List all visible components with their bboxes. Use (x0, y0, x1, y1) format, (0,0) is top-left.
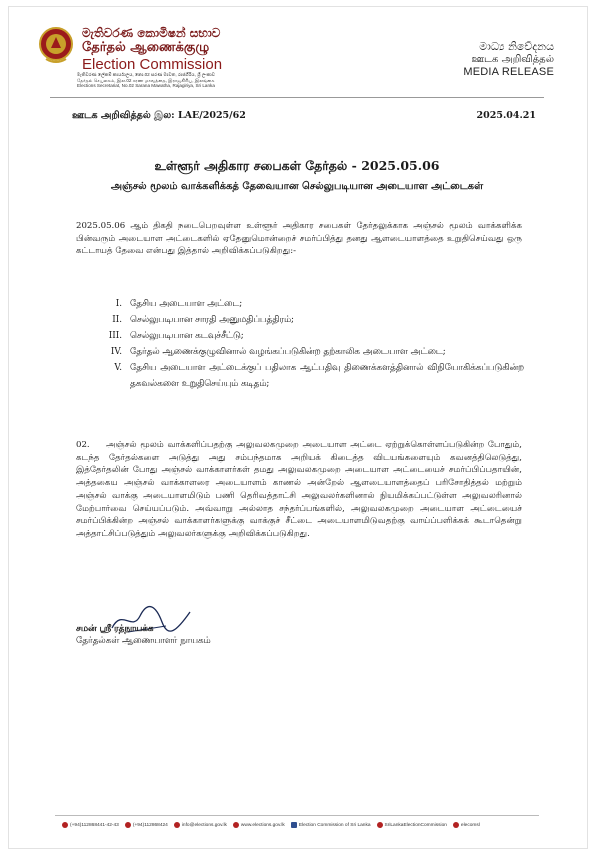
address-sinhala: මැතිවරණ ලේකම් කාර්යාලය, නො.02 සරණ මාවත, රාජගිරිය, ශ්‍රී ලංකාව (77, 72, 215, 77)
election-commission-emblem-icon (38, 26, 74, 66)
paragraph-number: 02. (76, 440, 90, 450)
reference-label: ஊடக அறிவித்தல் இல: (72, 110, 175, 121)
phone-icon (62, 822, 68, 828)
intro-paragraph: 2025.05.06 ஆம் திகதி நடைபெறவுள்ள உள்ளூர் அதிகார சபைகள் தேர்தலுக்காக அஞ்சல் மூலம் வாக்களிக்க பின்வரும் அடையாள அட்டைகளில் ஏதேனுமொன்றைச் சமர்ப்பித்து தனது ஆளடையாளத்தை உறுதிசெய்வது ஒரு கட்டாயத் தேவை என்பது இத்தால் அறிவிக்கப்படுகிறது:- (76, 221, 522, 257)
release-date: 2025.04.21 (476, 110, 536, 121)
list-item (104, 312, 524, 328)
twitter-icon (453, 822, 459, 828)
address-block (77, 72, 297, 89)
list-item (104, 344, 524, 360)
org-name-sinhala: මැතිවරණ කොමිෂන් සභාව (82, 26, 221, 40)
list-item (104, 296, 524, 312)
footer-twitter[interactable]: elecomsl (453, 822, 480, 828)
contact-footer (62, 822, 486, 828)
address-tamil: தேர்தல் செயலகம், இல.02 சரண மாவத்தை, இராஜகிரிய, இலங்கை (77, 77, 215, 83)
list-item (104, 328, 524, 344)
email-icon (174, 822, 180, 828)
list-item-number: V. (114, 363, 122, 373)
id-card-list (104, 296, 524, 392)
youtube-icon (377, 822, 383, 828)
address-english: Elections Secretariat, No.02 Sarana Mawatha, Rajagiriya, Sri Lanka (77, 83, 215, 89)
signatory-name: சமன் ஸ்ரீ ரத்நாயக்க (76, 624, 154, 634)
fax-icon (125, 822, 131, 828)
media-release-sinhala: මාධ්‍ය නිවේදනය (479, 40, 554, 53)
footer-website[interactable]: www.elections.gov.lk (233, 822, 285, 828)
footer-email[interactable]: info@elections.gov.lk (174, 822, 227, 828)
list-item-number: IV. (110, 347, 122, 357)
facebook-icon (291, 822, 297, 828)
reference-number (72, 110, 246, 122)
org-name-tamil: தேர்தல் ஆணைக்குழு (82, 40, 210, 55)
media-release-english: MEDIA RELEASE (463, 66, 554, 78)
org-name-english: Election Commission (82, 56, 223, 73)
page-border (8, 6, 588, 849)
list-item-text: தேசிய அடையாள அட்டை; (130, 299, 243, 309)
list-item-text: தேசிய அடையாள அட்டைக்குப் பதிலாக ஆட்பதிவு திணைக்களத்தினால் விநியோகிக்கப்படுகின்ற தகவல்களை உறுதிசெய்யும் கடிதம்; (130, 363, 524, 389)
footer-fax: (+94)112868424 (125, 822, 168, 828)
second-paragraph (76, 439, 522, 541)
footer-facebook[interactable]: Election Commission of Sri Lanka (291, 822, 371, 828)
list-item-text: தேர்தல் ஆணைக்குழுவினால் வழங்கப்படுகின்ற தற்காலிக அடையாள அட்டை; (130, 347, 446, 357)
page-title: உள்ளூர் அதிகார சபைகள் தேர்தல் - 2025.05.06 (154, 158, 440, 173)
media-release-tamil: ஊடக அறிவித்தல் (471, 54, 554, 65)
footer-youtube[interactable]: SriLankaElectionCommission (377, 822, 447, 828)
header-divider (50, 97, 544, 98)
list-item-text: செல்லுபடியான சாரதி அனுமதிப்பத்திரம்; (130, 315, 294, 325)
list-item-number: II. (112, 315, 122, 325)
list-item-number: I. (115, 299, 122, 309)
list-item (104, 360, 524, 392)
footer-divider (55, 815, 539, 816)
paragraph-text: அஞ்சல் மூலம் வாக்களிப்பதற்கு அலுவலகமுறை அடையாள அட்டை ஏற்றுக்கொள்ளப்படுகின்ற போதும், கடந்த தேர்தல்களை அடுத்து அது சம்பந்தமாக அறியக் கிடைத்த விடயங்களையும் கவனத்திலெடுத்து, இத்தேர்தலின் போது அஞ்சல் வாக்காளர்கள் தமது அலுவலகமுறை அடையாள அட்டையைச் சமர்ப்பிப்பதாயின், அத்தகைய அஞ்சல் வாக்காளரை அடையாளம் காணல் அன்றேல் ஆளடையாளத்தைப் பரிசோதித்தல் மற்றும் அஞ்சல் வாக்கு அடையாளமிடும் பணி தெரிவத்தாட்சி அலுவலர்களினால் நியமிக்கப்பட்டுள்ள அலுவலரினால் மேற்பார்வை செய்யப்படும். அவ்வாறு அல்லாத சந்தர்ப்பங்களில், அலுவலகமுறை அடையாள அட்டையைச் சமர்ப்பிக்கின்ற அஞ்சல் வாக்காளர்களுக்கு வாக்குச் சீட்டை அடையாளமிடுவதற்கு வாய்ப்பளிக்கக் கூடாதென்று அத்தாட்சிப்படுத்தும் அலுவலர்களுக்கு அறிவிக்கப்படுகிறது. (76, 440, 522, 539)
page-subtitle: அஞ்சல் மூலம் வாக்களிக்கத் தேவையான செல்லுபடியான அடையாள அட்டைகள் (110, 181, 484, 192)
media-release-label (463, 40, 554, 79)
list-item-number: III. (108, 331, 122, 341)
organization-name (82, 26, 292, 73)
footer-phone: (+94)112868441-42-43 (62, 822, 119, 828)
web-icon (233, 822, 239, 828)
list-item-text: செல்லுபடியான கடவுச்சீட்டு; (130, 331, 244, 341)
reference-value: LAE/2025/62 (177, 110, 246, 121)
signatory-title: தேர்தல்கள் ஆணையாளர் நாயகம் (76, 636, 211, 646)
